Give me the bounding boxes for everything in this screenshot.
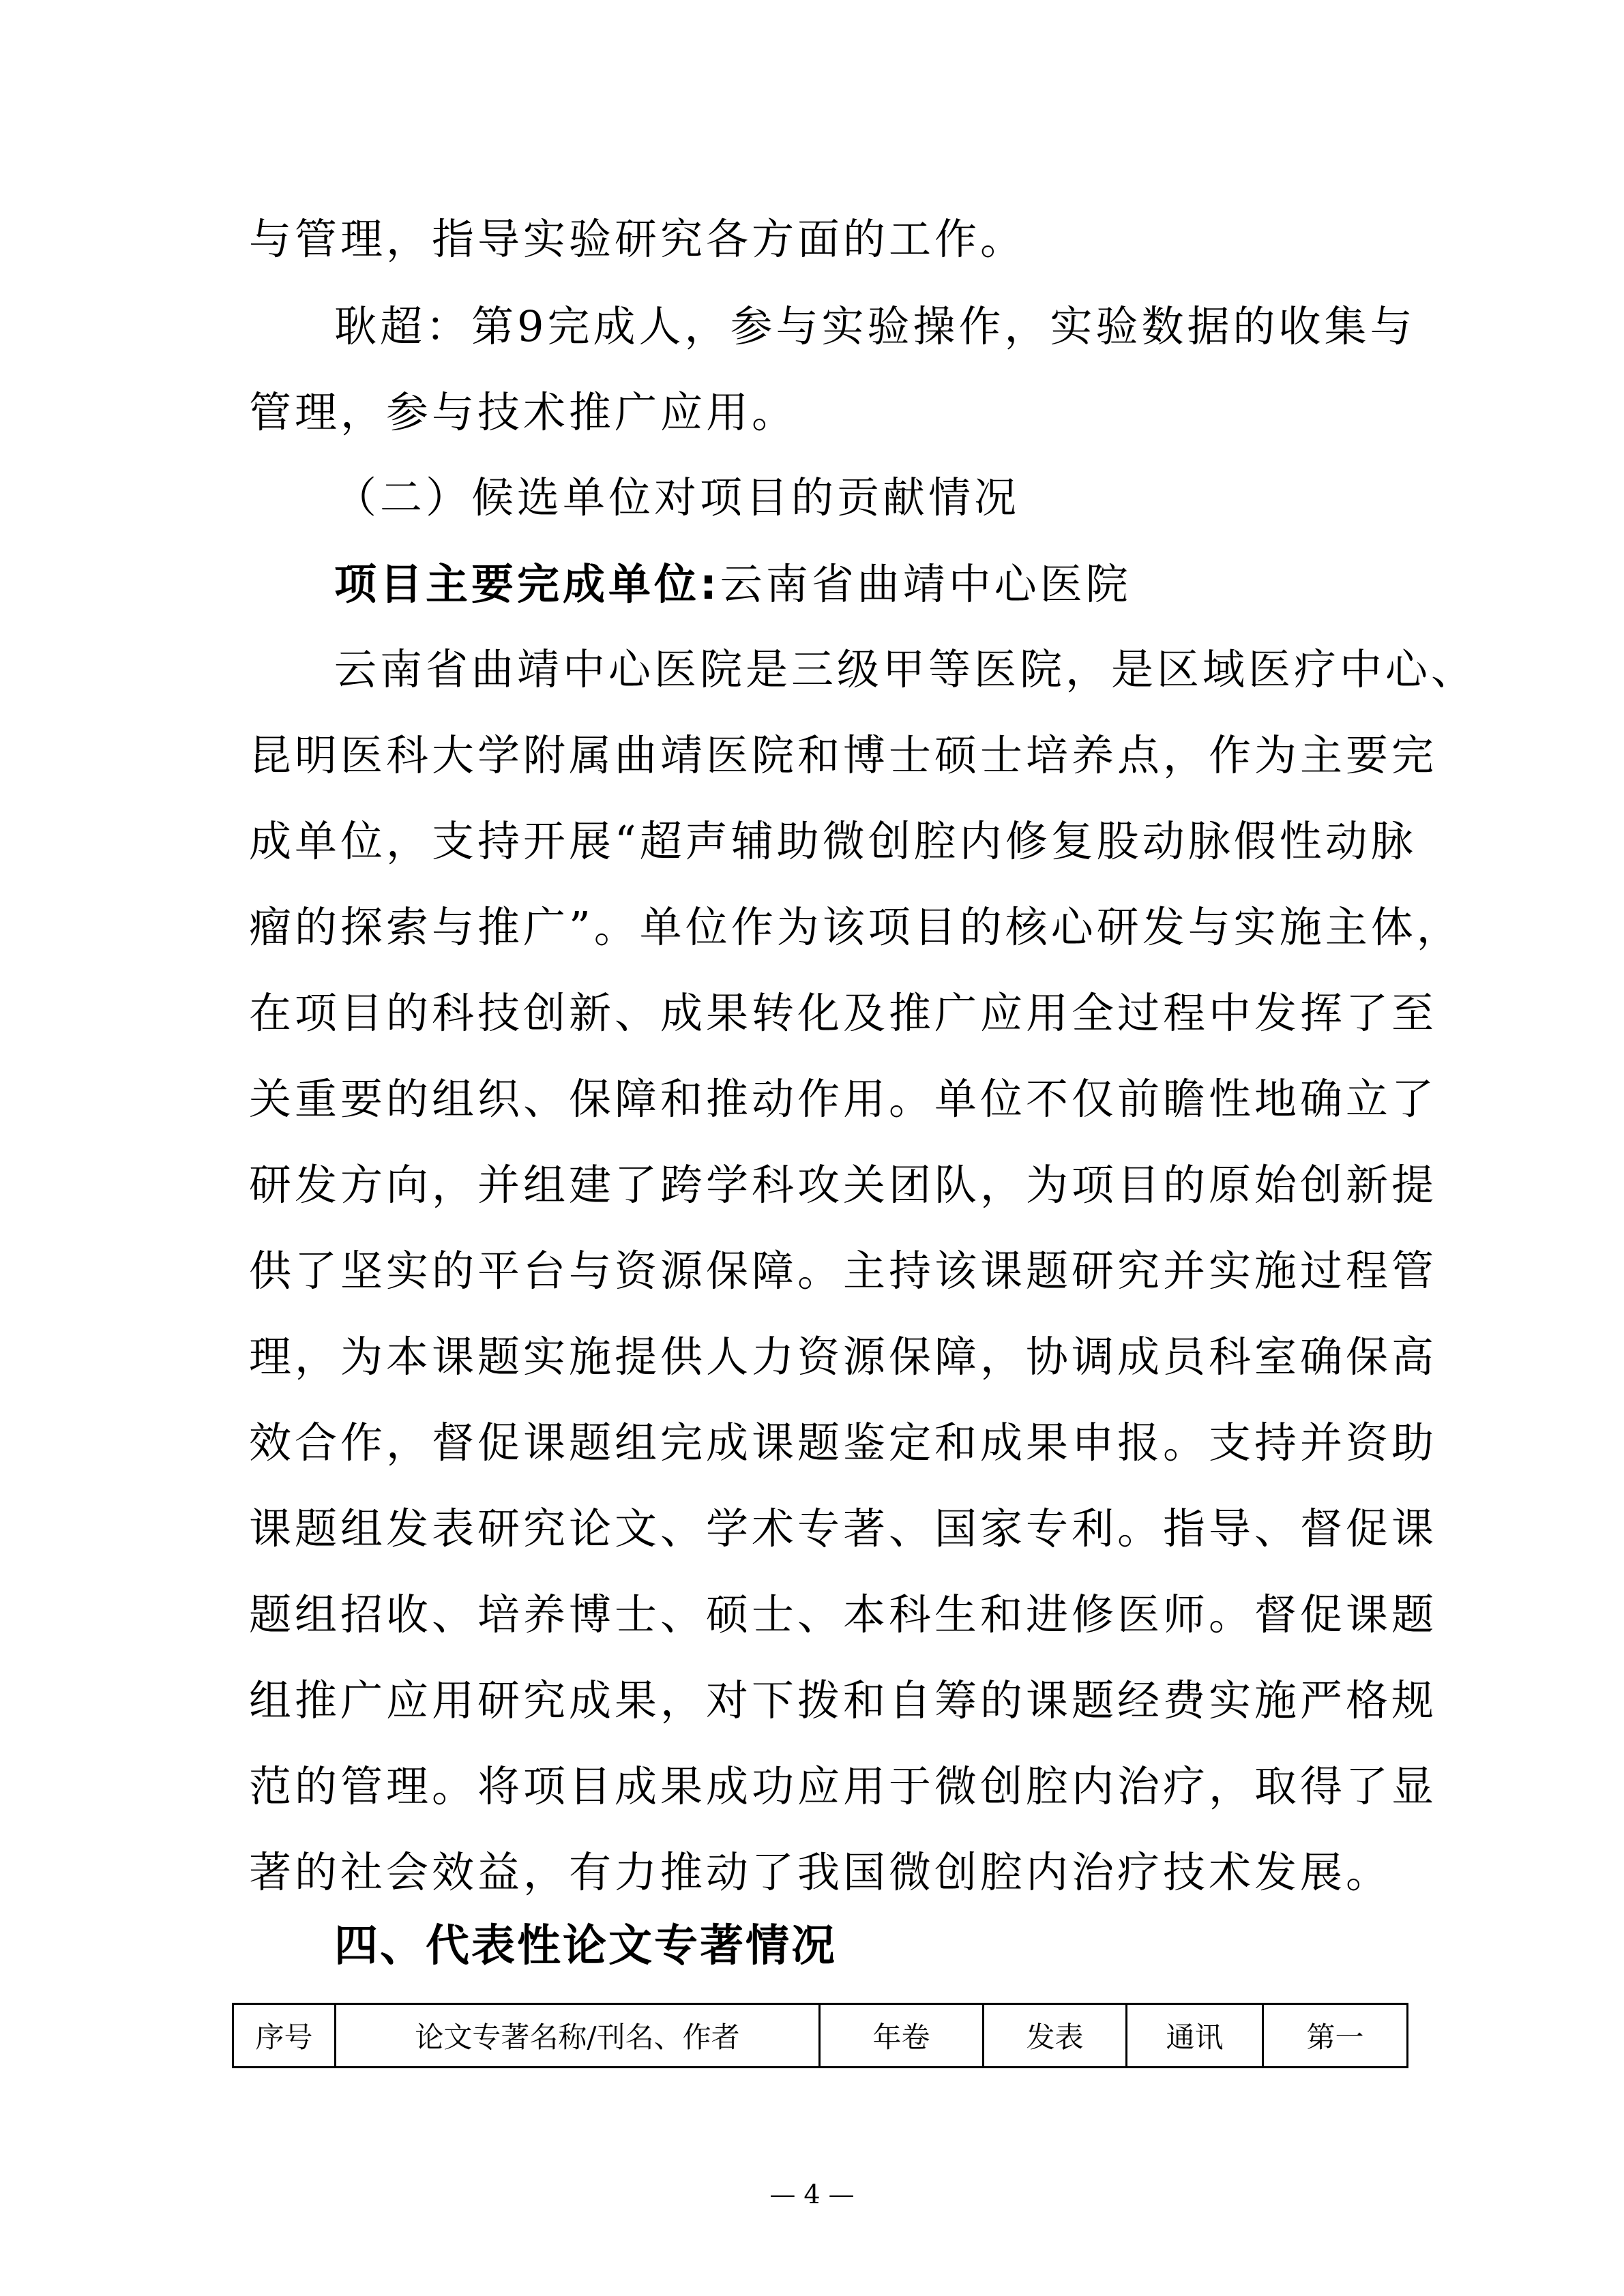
body-line-3: 管理，参与技术推广应用。 <box>249 387 798 437</box>
unit-label: 项目主要完成单位: <box>334 559 720 609</box>
table-header-cell: 发表 <box>984 2004 1127 2068</box>
paragraph-line: 著的社会效益，有力推动了我国微创腔内治疗技术发展。 <box>249 1847 1392 1897</box>
paragraph-line: 范的管理。将项目成果成功应用于微创腔内治疗，取得了显 <box>249 1761 1438 1811</box>
unit-line <box>334 561 1132 608</box>
paragraph-line: 组推广应用研究成果，对下拨和自筹的课题经费实施严格规 <box>249 1675 1438 1725</box>
table-header-cell: 论文专著名称/刊名、作者 <box>336 2004 820 2068</box>
body-line-1: 与管理，指导实验研究各方面的工作。 <box>249 214 1027 264</box>
paragraph-line: 理，为本课题实施提供人力资源保障，协调成员科室确保高 <box>249 1332 1438 1382</box>
table-header-cell: 通讯 <box>1127 2004 1263 2068</box>
paragraph-line: 研发方向，并组建了跨学科攻关团队，为项目的原始创新提 <box>249 1160 1438 1210</box>
paragraph-line: 昆明医科大学附属曲靖医院和博士硕士培养点，作为主要完 <box>249 730 1438 780</box>
page-number: — 4 — <box>769 2179 855 2209</box>
papers-table <box>232 2003 1408 2068</box>
table-header-row <box>233 2004 1408 2068</box>
paragraph-line: 效合作，督促课题组完成课题鉴定和成果申报。支持并资助 <box>249 1418 1438 1467</box>
subsection-heading: （二）候选单位对项目的贡献情况 <box>334 473 1020 522</box>
table-header-cell: 第一 <box>1263 2004 1408 2068</box>
paragraph-line: 瘤的探索与推广”。单位作为该项目的核心研发与实施主体， <box>249 902 1462 952</box>
table-header-cell: 序号 <box>233 2004 336 2068</box>
paragraph-line: 题组招收、培养博士、硕士、本科生和进修医师。督促课题 <box>249 1590 1438 1639</box>
unit-name: 云南省曲靖中心医院 <box>720 559 1132 609</box>
body-line-2: 耿超：第9完成人，参与实验操作，实验数据的收集与 <box>334 301 1416 351</box>
paragraph-line: 课题组发表研究论文、学术专著、国家专利。指导、督促课 <box>249 1504 1438 1553</box>
paragraph-line: 成单位，支持开展“超声辅助微创腔内修复股动脉假性动脉 <box>249 816 1417 866</box>
paragraph-line: 供了坚实的平台与资源保障。主持该课题研究并实施过程管 <box>249 1246 1438 1296</box>
section-title: 四、代表性论文专著情况 <box>334 1921 837 1971</box>
table-header-cell: 年卷 <box>820 2004 984 2068</box>
paragraph-line: 在项目的科技创新、成果转化及推广应用全过程中发挥了至 <box>249 988 1438 1038</box>
paragraph-line: 关重要的组织、保障和推动作用。单位不仅前瞻性地确立了 <box>249 1074 1438 1124</box>
paragraph-line: 云南省曲靖中心医院是三级甲等医院，是区域医疗中心、 <box>334 644 1477 694</box>
